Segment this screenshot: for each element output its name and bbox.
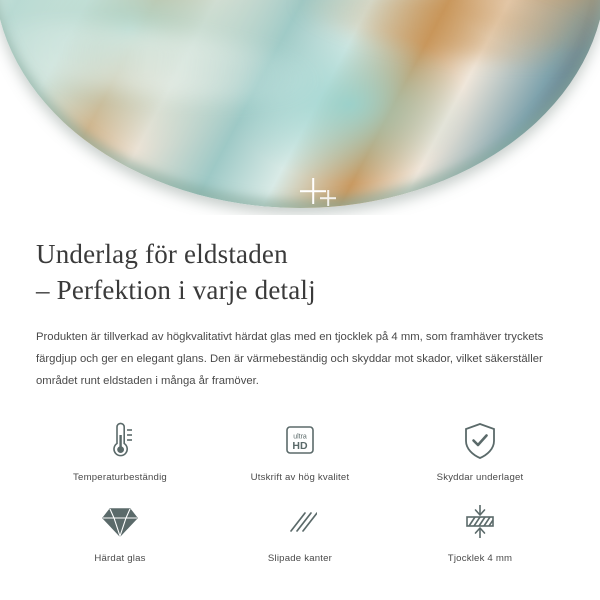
text-content xyxy=(0,215,600,392)
glass-edge-highlight xyxy=(0,0,600,208)
thermometer-icon xyxy=(103,418,137,464)
feature-label: Utskrift av hög kvalitet xyxy=(250,472,350,484)
svg-text:HD: HD xyxy=(292,440,308,453)
feature-item xyxy=(30,499,210,564)
body-paragraph: Produkten är tillverkad av högkvalitativt härdat glas med en tjocklek på 4 mm, som framhäver tryckets färgdjup och ger en elegant glans. Den är värmebeständig och skyddar mot skador, vilket säkerställer området runt eldstaden i många år framöver. xyxy=(36,331,544,388)
thickness-arrows-icon xyxy=(461,499,499,545)
svg-text:ultra: ultra xyxy=(293,433,307,441)
headline-line-1: Underlag för eldstaden xyxy=(36,239,288,269)
diamond-icon xyxy=(101,499,139,545)
feature-label: Temperaturbeständig xyxy=(73,472,167,484)
feature-label: Härdat glas xyxy=(94,553,146,565)
feature-item xyxy=(30,418,210,483)
ultra-hd-icon xyxy=(283,418,317,464)
headline-line-2: – Perfektion i varje detalj xyxy=(36,274,316,305)
feature-label: Skyddar underlaget xyxy=(436,472,524,484)
feature-label: Tjocklek 4 mm xyxy=(447,553,513,565)
polished-edges-icon xyxy=(283,499,317,545)
feature-grid xyxy=(0,418,600,564)
feature-item xyxy=(210,499,390,564)
feature-item xyxy=(390,418,570,483)
hero-image xyxy=(0,0,600,215)
feature-item xyxy=(390,499,570,564)
marble-glass-disc-image xyxy=(0,0,600,208)
feature-label: Slipade kanter xyxy=(267,553,333,565)
page-title xyxy=(36,237,564,308)
shield-check-icon xyxy=(463,418,497,464)
feature-item xyxy=(210,418,390,483)
